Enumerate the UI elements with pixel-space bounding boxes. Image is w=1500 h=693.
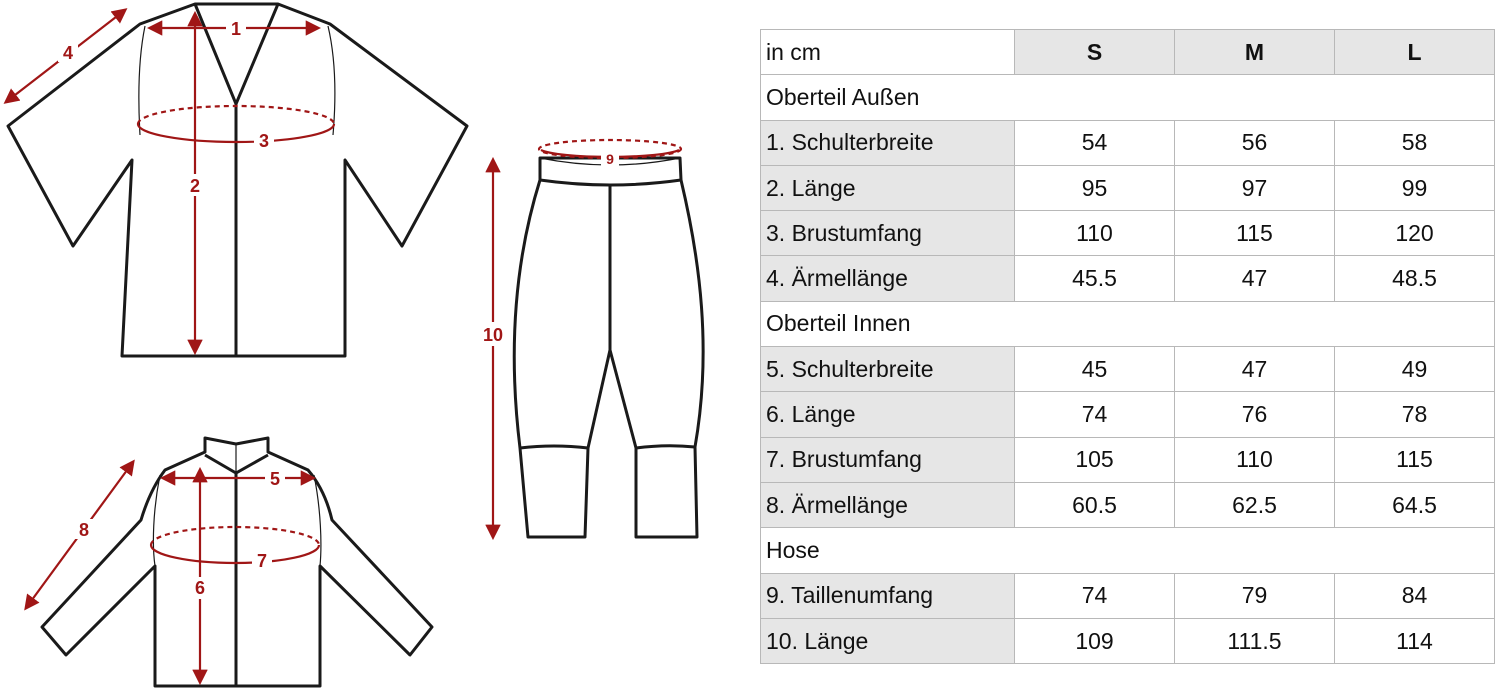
table-row: [761, 437, 1495, 482]
cell-value: 49: [1335, 347, 1495, 392]
garment-illustration: [0, 0, 740, 693]
size-header-m: M: [1175, 30, 1335, 75]
section-title: Oberteil Außen: [761, 75, 1495, 120]
pants-drawing: [514, 158, 703, 537]
cell-value: 54: [1015, 120, 1175, 165]
cell-value: 111.5: [1175, 618, 1335, 663]
row-label: 4. Ärmellänge: [761, 256, 1015, 301]
measure-label-2: 2: [189, 176, 201, 196]
cell-value: 76: [1175, 392, 1335, 437]
row-label: 8. Ärmellänge: [761, 482, 1015, 527]
row-label: 5. Schulterbreite: [761, 347, 1015, 392]
cell-value: 45: [1015, 347, 1175, 392]
table-row: [761, 165, 1495, 210]
section-row-hose: [761, 528, 1495, 573]
cell-value: 64.5: [1335, 482, 1495, 527]
row-label: 9. Taillenumfang: [761, 573, 1015, 618]
row-label: 3. Brustumfang: [761, 211, 1015, 256]
cell-value: 48.5: [1335, 256, 1495, 301]
cell-value: 60.5: [1015, 482, 1175, 527]
cell-value: 58: [1335, 120, 1495, 165]
unit-label: in cm: [761, 30, 1015, 75]
row-label: 7. Brustumfang: [761, 437, 1015, 482]
table-header-row: [761, 30, 1495, 75]
measure-label-5: 5: [269, 469, 281, 489]
cell-value: 45.5: [1015, 256, 1175, 301]
measure-label-6: 6: [194, 578, 206, 598]
cell-value: 74: [1015, 392, 1175, 437]
cell-value: 47: [1175, 347, 1335, 392]
measure-label-9: 9: [606, 151, 614, 167]
size-header-l: L: [1335, 30, 1495, 75]
measure-label-10: 10: [482, 325, 504, 345]
section-row-oberteil-aussen: [761, 75, 1495, 120]
section-title: Hose: [761, 528, 1495, 573]
measure-label-8: 8: [78, 520, 90, 540]
cell-value: 114: [1335, 618, 1495, 663]
cell-value: 78: [1335, 392, 1495, 437]
cell-value: 95: [1015, 165, 1175, 210]
measure-label-1: 1: [230, 19, 242, 39]
table-row: [761, 618, 1495, 663]
table-row: [761, 482, 1495, 527]
measure-label-7: 7: [256, 551, 268, 571]
cell-value: 115: [1175, 211, 1335, 256]
section-title: Oberteil Innen: [761, 301, 1495, 346]
row-label: 10. Länge: [761, 618, 1015, 663]
cell-value: 84: [1335, 573, 1495, 618]
table-row: [761, 256, 1495, 301]
size-header-s: S: [1015, 30, 1175, 75]
cell-value: 120: [1335, 211, 1495, 256]
row-label: 2. Länge: [761, 165, 1015, 210]
table-row: [761, 347, 1495, 392]
cell-value: 109: [1015, 618, 1175, 663]
cell-value: 74: [1015, 573, 1175, 618]
cell-value: 110: [1175, 437, 1335, 482]
table-row: [761, 120, 1495, 165]
measure-label-4: 4: [62, 43, 74, 63]
cell-value: 110: [1015, 211, 1175, 256]
size-table: [760, 29, 1495, 664]
cell-value: 79: [1175, 573, 1335, 618]
row-label: 1. Schulterbreite: [761, 120, 1015, 165]
cell-value: 115: [1335, 437, 1495, 482]
cell-value: 99: [1335, 165, 1495, 210]
table-row: [761, 211, 1495, 256]
table-row: [761, 392, 1495, 437]
cell-value: 105: [1015, 437, 1175, 482]
cell-value: 56: [1175, 120, 1335, 165]
cell-value: 62.5: [1175, 482, 1335, 527]
table-row: [761, 573, 1495, 618]
row-label: 6. Länge: [761, 392, 1015, 437]
section-row-oberteil-innen: [761, 301, 1495, 346]
cell-value: 97: [1175, 165, 1335, 210]
cell-value: 47: [1175, 256, 1335, 301]
measure-label-3: 3: [258, 131, 270, 151]
